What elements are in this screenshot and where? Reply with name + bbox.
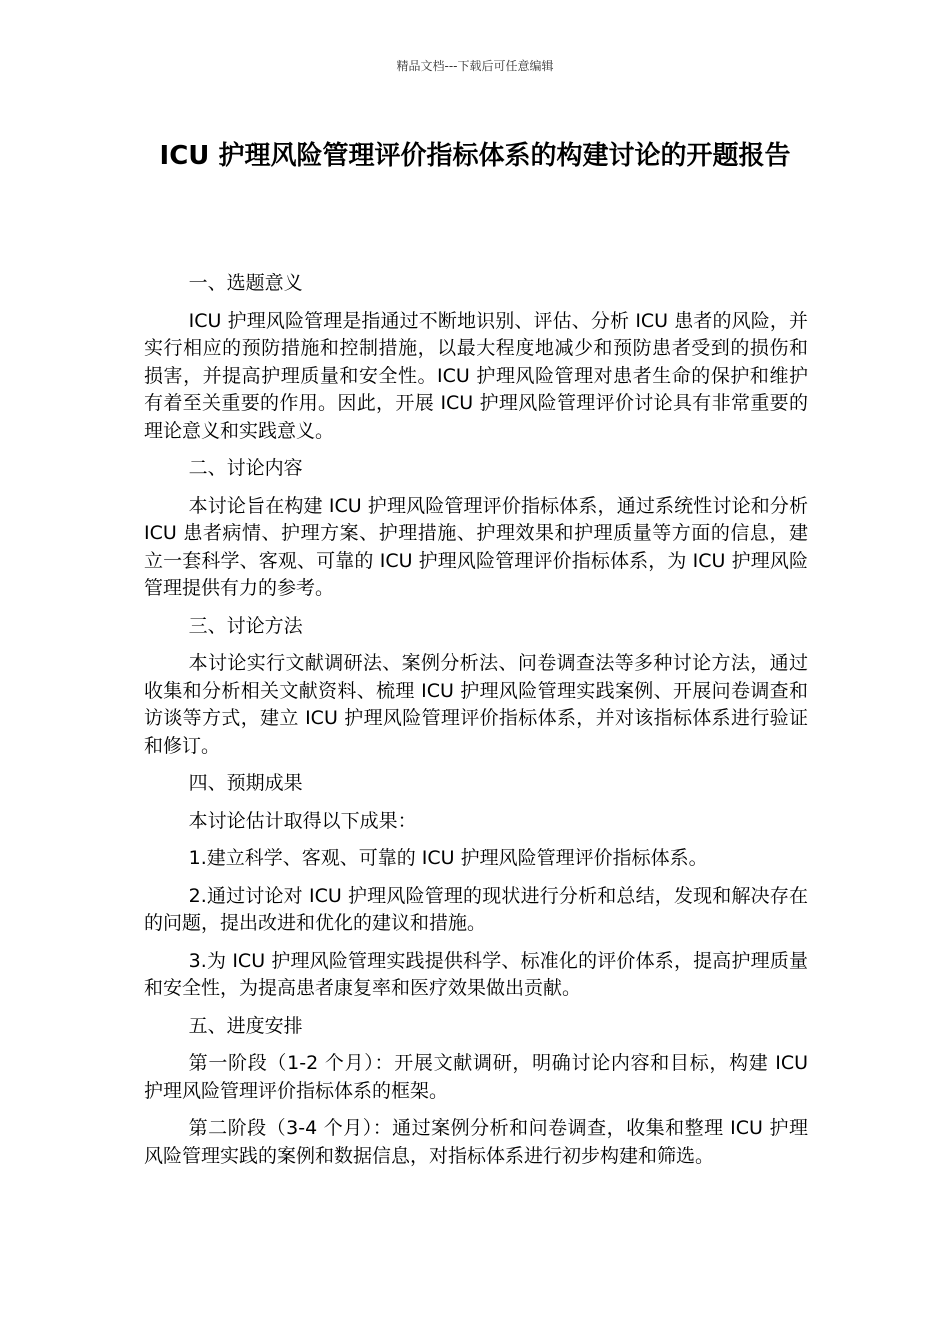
- body-paragraph: 本讨论估计取得以下成果：: [188, 809, 417, 832]
- header-note: 精品文档---下载后可任意编辑: [396, 59, 554, 73]
- section-heading: 二、讨论内容: [188, 457, 303, 479]
- document-body: [144, 270, 808, 1180]
- body-paragraph: 本讨论旨在构建 ICU 护理风险管理评价指标体系，通过系统性讨论和分析 ICU 患者病情、护理方案、护理措施、护理效果和护理质量等方面的信息，建立一套科学、客观、可靠的 ICU 护理风险管理评价指标体系，为 ICU 护理风险管理提供有力的参考。: [144, 494, 808, 599]
- schedule-item: 第一阶段（1-2 个月）：开展文献调研，明确讨论内容和目标，构建 ICU 护理风险管理评价指标体系的框架。: [144, 1052, 808, 1102]
- section-heading: 三、讨论方法: [188, 614, 303, 637]
- list-item: 1.建立科学、客观、可靠的 ICU 护理风险管理评价指标体系。: [188, 847, 708, 869]
- document-title: ICU 护理风险管理评价指标体系的构建讨论的开题报告: [159, 141, 791, 171]
- list-item: 2.通过讨论对 ICU 护理风险管理的现状进行分析和总结，发现和解决存在的问题，提出改进和优化的建议和措施。: [144, 884, 808, 934]
- body-paragraph: ICU 护理风险管理是指通过不断地识别、评估、分析 ICU 患者的风险，并实行相应的预防措施和控制措施，以最大程度地减少和预防患者受到的损伤和损害，并提高护理质量和安全性。ICU 护理风险管理对患者生命的保护和维护有着至关重要的作用。因此，开展 ICU 护理风险管理评价讨论具有非常重要的理论意义和实践意义。: [144, 309, 808, 442]
- section-heading: 四、预期成果: [188, 772, 303, 794]
- schedule-item: 第二阶段（3-4 个月）：通过案例分析和问卷调查，收集和整理 ICU 护理风险管理实践的案例和数据信息，对指标体系进行初步构建和筛选。: [144, 1117, 808, 1167]
- list-item: 3.为 ICU 护理风险管理实践提供科学、标准化的评价体系，提高护理质量和安全性，为提高患者康复率和医疗效果做出贡献。: [144, 949, 808, 999]
- body-paragraph: 本讨论实行文献调研法、案例分析法、问卷调查法等多种讨论方法，通过收集和分析相关文献资料、梳理 ICU 护理风险管理实践案例、开展问卷调查和访谈等方式，建立 ICU 护理风险管理评价指标体系，并对该指标体系进行验证和修订。: [144, 652, 808, 757]
- section-heading: 五、进度安排: [188, 1014, 303, 1037]
- section-heading: 一、选题意义: [188, 272, 303, 294]
